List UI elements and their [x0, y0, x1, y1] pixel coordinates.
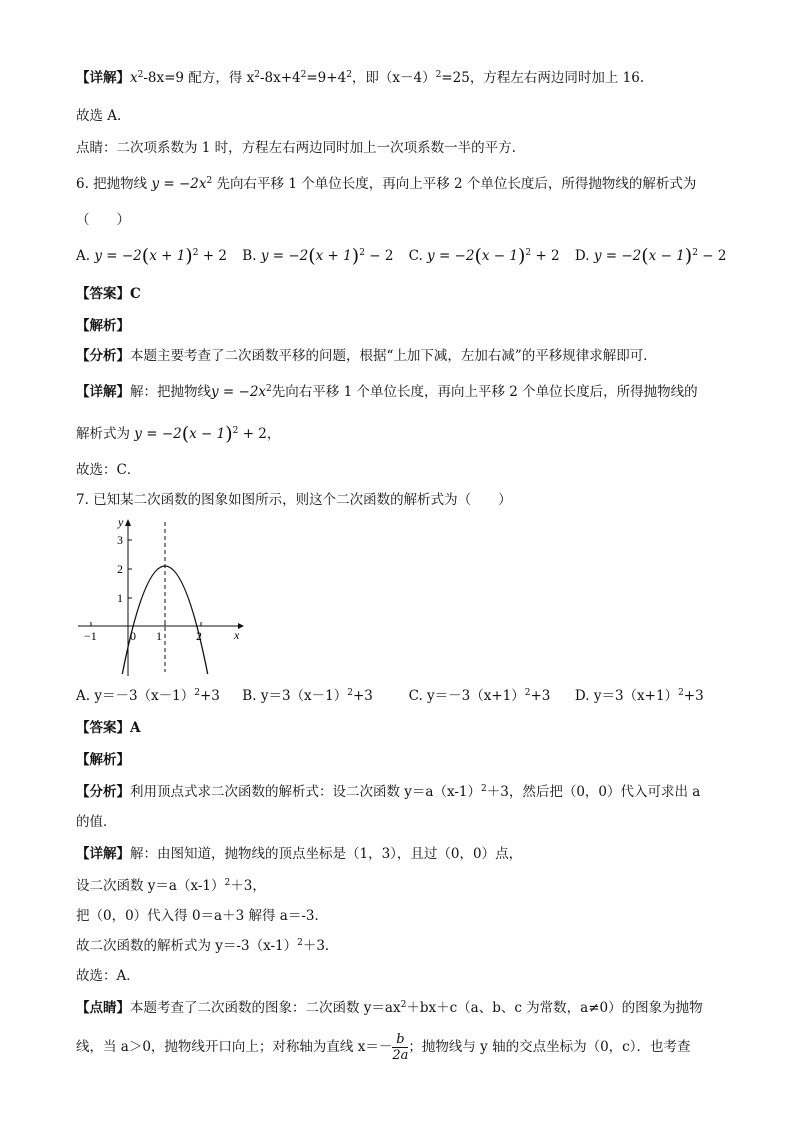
q7-detail-4: 故二次函数的解析式为 $y=-3(x-1)^2+3$．: [76, 938, 339, 954]
q7-choose: 故选：A．: [76, 968, 140, 984]
q6-answer: 【答案】C: [76, 286, 141, 302]
q6-option-c: C. $y = -2(x - 1)^2 + 2$: [408, 245, 560, 267]
q7-option-d: D. $y=3(x+1)^2+3$: [574, 688, 704, 704]
x-tick-2: 2: [196, 629, 202, 643]
y-tick-2: 2: [117, 562, 123, 576]
x-tick-neg1: −1: [84, 629, 97, 643]
q7-tip-1: 【点睛】本题考查了二次函数的图象：二次函数 $y=ax^2+bx+c(a$、b、c 为常数，a≠0）的图象为抛物: [76, 1000, 703, 1016]
q6-paren: （ ）: [76, 212, 130, 228]
q6-choose: 故选：C．: [76, 462, 141, 478]
q6-analysis-tag: 【解析】: [76, 318, 130, 334]
x-axis-label: x: [234, 628, 240, 642]
q7-analysis-tag: 【解析】: [76, 752, 130, 768]
x-tick-0: 0: [130, 629, 136, 643]
q7-detail-1: 【详解】解：由图知道，抛物线的顶点坐标是（1，3），且过（0，0）点，: [76, 846, 523, 862]
q7-options: [76, 686, 704, 706]
y-axis-arrow: [125, 519, 131, 526]
q6-options: [76, 246, 726, 266]
intro-tip: 点睛：二次项系数为 1 时，方程左右两边同时加上一次项系数一半的平方.: [76, 140, 516, 156]
q6-formula: y = −2x: [151, 176, 207, 192]
y-axis-label: y: [118, 515, 124, 529]
q6-stem: 6. 把抛物线 $y = -2x^2$ 先向右平移 1 个单位长度，再向上平移 2 个单位长度后，所得抛物线的解析式为: [76, 176, 697, 192]
parabola-graph: [70, 514, 250, 679]
q7-stem: 7. 已知某二次函数的图象如图所示，则这个二次函数的解析式为（ ）: [76, 492, 512, 508]
q6-detail: 【详解】解：把抛物线$y = -2x^2$先向右平移 1 个单位长度，再向上平移 2 个单位长度后，所得抛物线的: [76, 384, 698, 400]
y-tick-1: 1: [117, 591, 123, 605]
q7-option-c: C. $y=-3(x+1)^2+3$: [408, 688, 551, 704]
q6-detail-result: 解析式为 $y = -2(x - 1)^2 + 2$，: [76, 423, 281, 445]
detail-tag: 【详解】: [76, 70, 130, 86]
intro-choose: 故选 A.: [76, 108, 122, 124]
q6-option-a: A. $y = -2(x + 1)^2 + 2$: [76, 245, 227, 267]
q7-answer: 【答案】A: [76, 720, 141, 736]
q6-option-d: D. $y = -2(x - 1)^2 - 2$: [574, 245, 727, 267]
q7-option-b: B. $y=3(x-1)^2+3$: [242, 688, 373, 704]
q7-detail-3: 把（0，0）代入得 0＝a＋3 解得 a＝-3．: [76, 908, 328, 924]
x-tick-1: 1: [156, 629, 162, 643]
y-tick-3: 3: [117, 533, 123, 547]
q7-detail-2: 设二次函数 $y=a(x-1)^2+3$，: [76, 878, 266, 894]
q7-option-a: A. $y=-3(x-1)^2+3$: [76, 688, 220, 704]
q7-tip-2: 线，当 a＞0，抛物线开口向上；对称轴为直线 x＝－ $\frac{b}{2a}$ ；抛物线与 y 轴的交点坐标为（0，c）．也考查: [76, 1032, 691, 1063]
detail-line: 【详解】$x^2-8x=9$ 配方，得 $x^2-8x+4^2=9+4^2$，即$(x-4)^2=25$，方程左右两边同时加上 16.: [76, 70, 645, 86]
q7-analysis-2: 的值．: [76, 814, 117, 830]
fraction-b-over-2a: $\frac{b}{2a}$: [392, 1032, 409, 1063]
q7-analysis-1: 【分析】利用顶点式求二次函数的解析式：设二次函数 $y=a(x-1)^2+3$，然后把（0，0）代入可求出 a: [76, 784, 701, 800]
q6-option-b: B. $y = -2(x + 1)^2 - 2$: [242, 245, 394, 267]
q6-analysis: 【分析】本题主要考查了二次函数平移的问题，根据“上加下减，左加右减”的平移规律求解即可．: [76, 348, 657, 364]
